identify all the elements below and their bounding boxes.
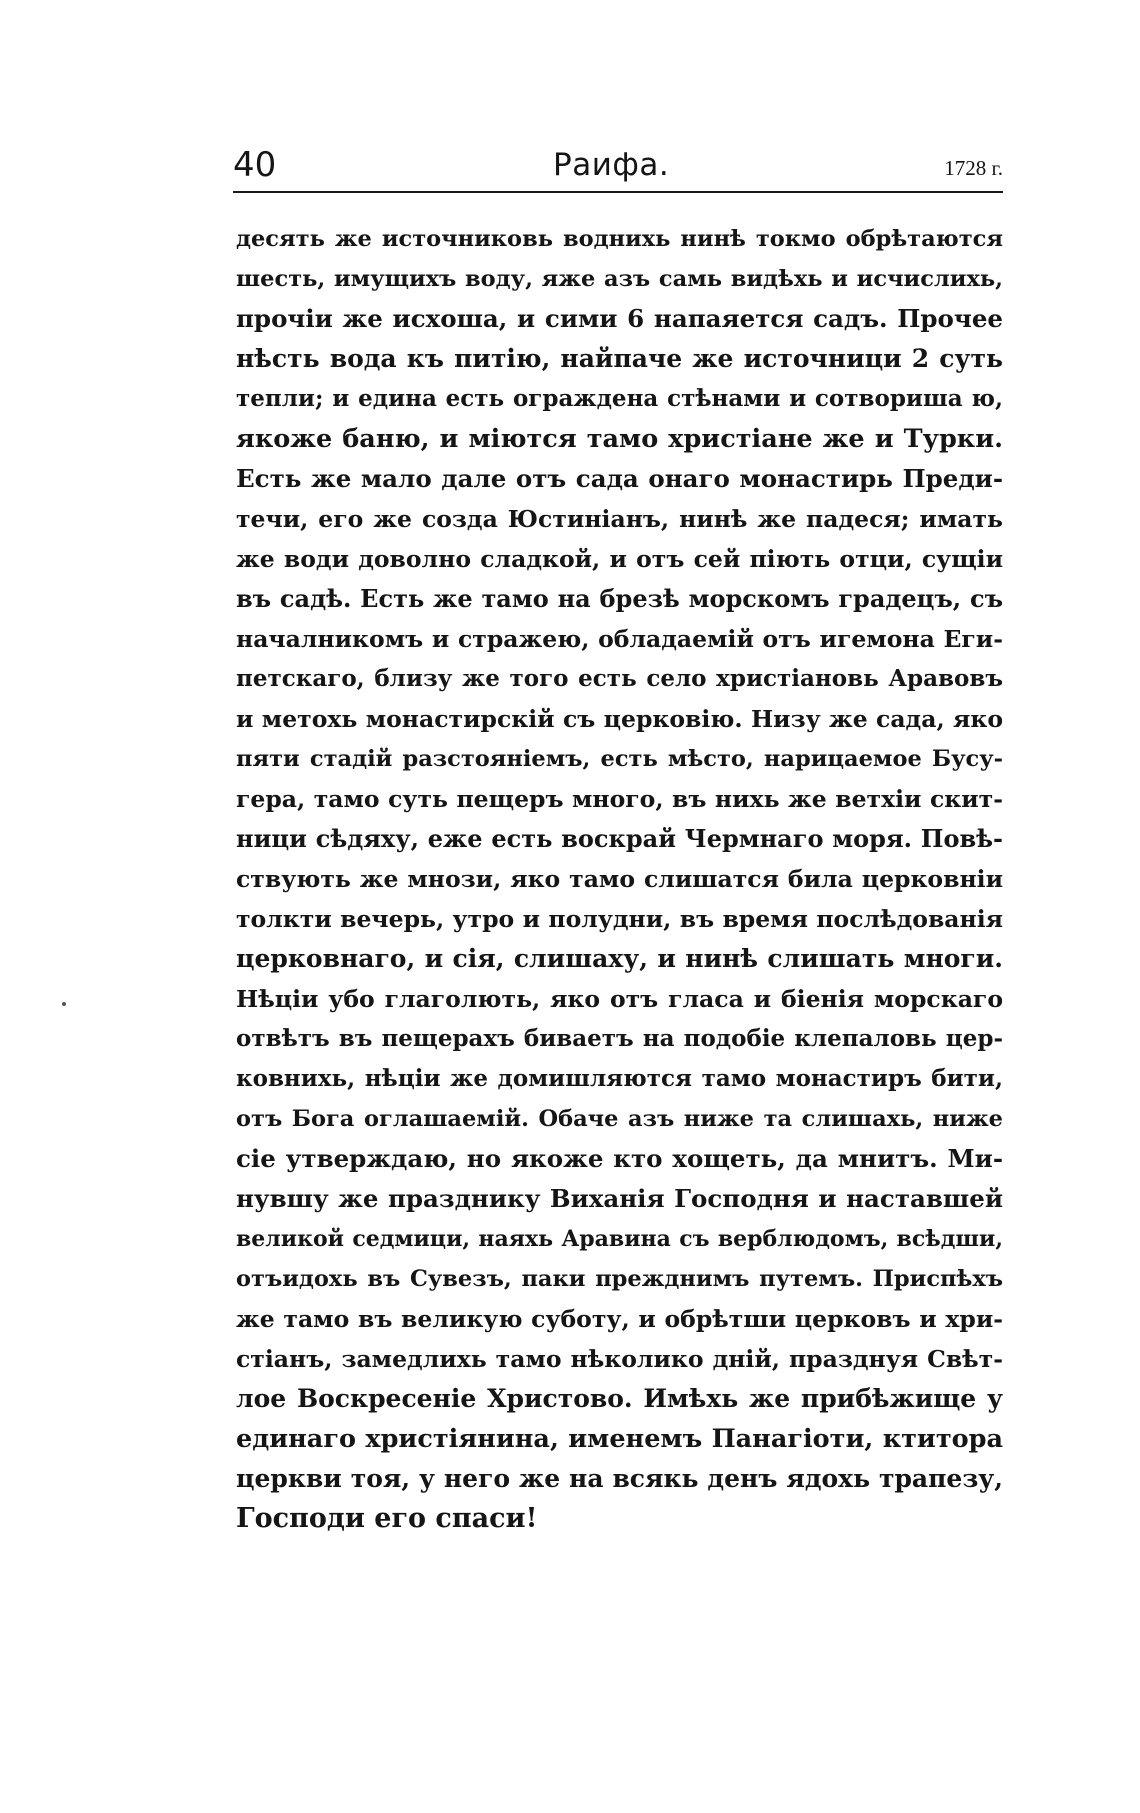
text-line: и метохь монастирскій съ церковію. Низу же сада, яко <box>236 705 1003 733</box>
text-line: Есть же мало дале отъ сада онаго монастирь Преди- <box>236 464 1003 493</box>
text-line: толкти вечерь, утро и полудни, въ время послѣдованія <box>236 905 1003 933</box>
text-line: Господи его спаси! <box>236 1503 538 1534</box>
text-line: отъ Бога оглашаемій. Обаче азъ ниже та слишахь, ниже <box>236 1106 1003 1132</box>
text-line: единаго христіянина, именемъ Панагіоти, ктитора <box>236 1424 1003 1454</box>
text-line: нѣсть вода къ питію, найпаче же источници 2 суть <box>236 344 1003 373</box>
text-line: петскаго, близу же того есть село христіановь Аравовъ <box>236 665 1003 692</box>
text-line: гера, тамо суть пещеръ много, въ нихь же ветхіи скит- <box>236 785 1003 813</box>
text-line: течи, его же созда Юстиніанъ, нинѣ же падеся; имать <box>236 505 1003 533</box>
text-line: церковнаго, и сія, слишаху, и нинѣ слишать многи. <box>236 944 1003 973</box>
stray-mark <box>62 1002 66 1006</box>
text-line: шесть, имущихъ воду, яже азъ самь видѣхь и исчислихь, <box>236 266 1003 292</box>
text-line: тепли; и едина есть ограждена стѣнами и сотвориша ю, <box>236 385 1003 412</box>
text-line: якоже баню, и міются тамо христіане же и Турки. <box>236 424 1003 454</box>
text-line: началникомъ и стражею, обладаемій отъ игемона Еги- <box>236 625 1003 653</box>
text-line: ствують же мнози, яко тамо слишатся била церковніи <box>236 865 1003 893</box>
text-line: отвѣтъ въ пещерахъ биваетъ на подобіе клепаловь цер- <box>236 1025 1003 1052</box>
text-line: Нѣціи убо глаголють, яко отъ гласа и біенія морскаго <box>236 985 1003 1013</box>
text-line: пяти стадій разстояніемъ, есть мѣсто, нарицаемое Бусу- <box>236 746 1003 772</box>
body-text <box>236 219 1003 1539</box>
text-line: же води доволно сладкой, и отъ сей піють отци, сущіи <box>236 545 1003 573</box>
page-number: 40 <box>233 145 277 185</box>
text-line: сіе утверждаю, но якоже кто хощеть, да мнитъ. Ми- <box>236 1144 1003 1173</box>
running-title: Раифа. <box>553 147 670 183</box>
text-line: церкви тоя, у него же на всякь денъ ядохь трапезу, <box>236 1464 1003 1493</box>
page-header <box>233 145 1003 198</box>
text-line: десять же источниковь водниxь нинѣ токмо обрѣтаются <box>236 226 1003 252</box>
text-line: въ садѣ. Есть же тамо на брезѣ морскомъ градецъ, съ <box>236 584 1003 613</box>
year-label: 1728 г. <box>944 156 1003 180</box>
text-line: ковнихь, нѣціи же домишляются тамо монастиръ бити, <box>236 1065 1003 1092</box>
text-line: великой седмици, наяхь Аравина съ верблюдомъ, вcѣдши, <box>236 1226 1003 1252</box>
text-line: отъидохь въ Сувезъ, паки прежднимъ путемъ. Приспѣхъ <box>236 1266 1003 1292</box>
text-line: стіанъ, замедлихь тамо нѣколико дній, празднуя Свѣт- <box>236 1345 1003 1373</box>
text-line: прочіи же исхоша, и сими 6 напаяется садъ. Прочее <box>236 304 1003 333</box>
text-line: же тамо въ великую суботу, и обрѣтши церковъ и хри- <box>236 1305 1003 1333</box>
text-line: нувшу же празднику Виханія Господня и наставшей <box>236 1184 1003 1213</box>
text-line: ници сѣдяху, еже есть воскрай Чермнаго моря. Повѣ- <box>236 824 1003 853</box>
header-rule <box>233 191 1003 193</box>
text-line: лое Воскресеніе Христово. Имѣхь же прибѣжище у <box>236 1384 1003 1413</box>
